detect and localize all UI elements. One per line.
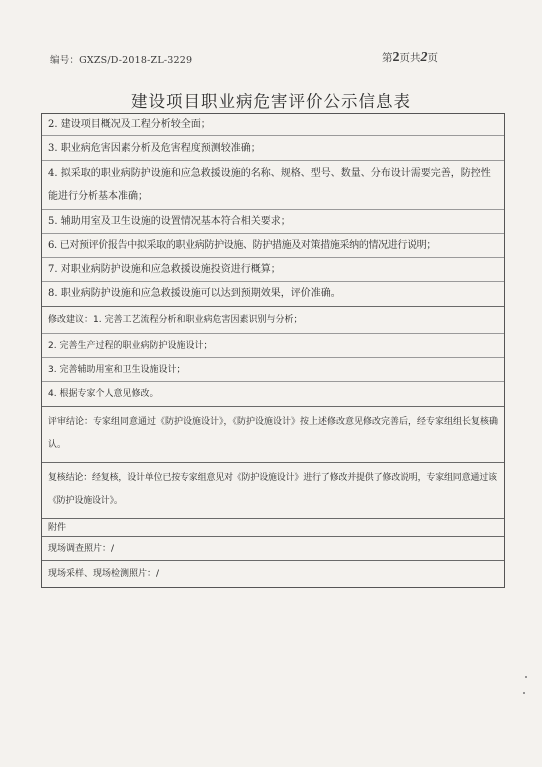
page-suffix: 页 [427, 52, 438, 64]
page-number [382, 50, 438, 66]
revision-item: 3. 完善辅助用室和卫生设施设计； [42, 358, 504, 382]
page-current: 2 [392, 50, 400, 65]
doc-number: 编号：GXZS/D-2018-ZL-3229 [50, 55, 193, 66]
conclusions-section [42, 114, 504, 307]
conclusion-item: 5. 辅助用室及卫生设施的设置情况基本符合相关要求； [42, 210, 504, 234]
conclusion-item: 4. 拟采取的职业病防护设施和应急救援设施的名称、规格、型号、数量、分布设计需要完善，防控性能进行分析基本准确； [42, 161, 504, 210]
conclusion-item: 3. 职业病危害因素分析及危害程度预测较准确； [42, 136, 504, 161]
site-survey-photos: 现场调查照片：/ [42, 537, 504, 561]
page-middle: 页共 [399, 52, 421, 64]
page-prefix: 第 [382, 52, 393, 64]
revision-item: 修改建议：1. 完善工艺流程分析和职业病危害因素识别与分析； [42, 307, 504, 334]
page-total: 2 [420, 50, 428, 65]
site-sampling-photos: 现场采样、现场检测照片：/ [48, 569, 160, 579]
conclusion-item: 8. 职业病防护设施和应急救援设施可以达到预期效果，评价准确。 [48, 288, 341, 299]
recheck-conclusion: 复核结论：经复核，设计单位已按专家组意见对《防护设施设计》进行了修改并提供了修改说明，专家组同意通过该《防护设施设计》。 [42, 463, 504, 519]
conclusion-item: 6. 已对预评价报告中拟采取的职业病防护设施、防护措施及对策措施采纳的情况进行说明； [42, 234, 504, 258]
conclusion-item: 2. 建设项目概况及工程分析较全面； [42, 114, 504, 136]
revision-item: 2. 完善生产过程的职业病防护设施设计； [42, 334, 504, 358]
conclusion-item: 7. 对职业病防护设施和应急救援设施投资进行概算； [42, 258, 504, 282]
scan-speck [525, 676, 527, 678]
info-table [41, 113, 505, 588]
document-title: 建设项目职业病危害评价公示信息表 [131, 92, 411, 111]
review-conclusion: 评审结论：专家组同意通过《防护设施设计》，《防护设施设计》按上述修改意见修改完善后，经专家组组长复核确认。 [42, 407, 504, 463]
revision-section [42, 307, 504, 407]
scan-speck [523, 692, 525, 694]
attachments-label: 附件 [42, 519, 504, 537]
revision-item: 4. 根据专家个人意见修改。 [48, 389, 159, 399]
